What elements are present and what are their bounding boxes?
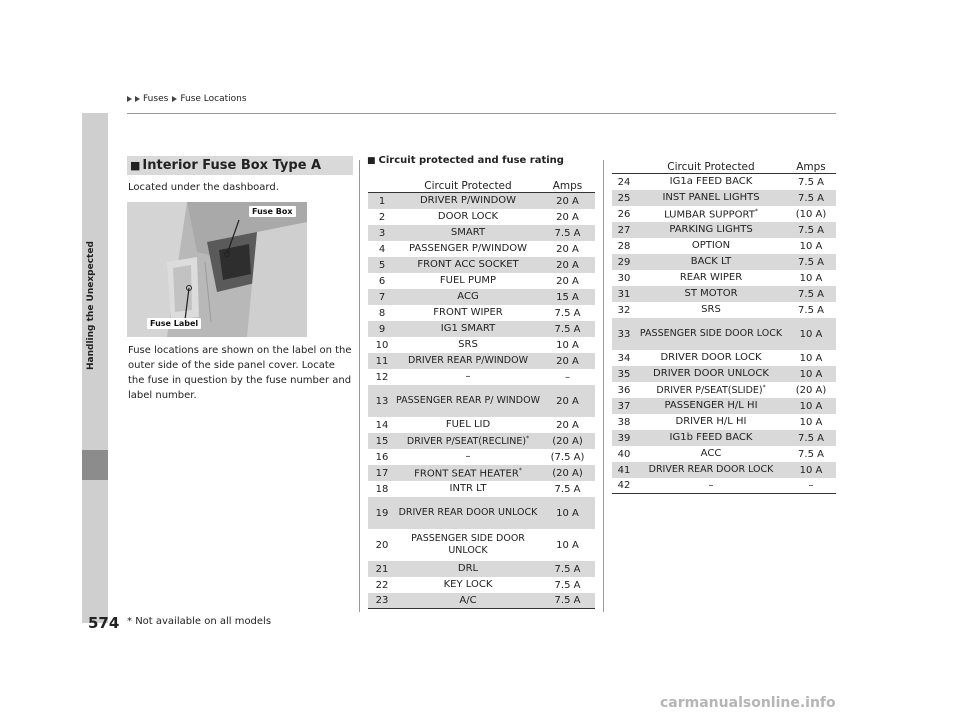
- circuit-name-text: DOOR LOCK: [437, 211, 499, 222]
- fuse-rating: (20 A): [795, 384, 827, 396]
- fuse-number: 21: [375, 563, 389, 575]
- dashboard-illustration: [127, 202, 307, 337]
- section-title: Interior Fuse Box Type A: [142, 158, 322, 173]
- footnote: [127, 616, 271, 627]
- fuse-number: 23: [375, 595, 389, 606]
- table-row: [368, 561, 595, 577]
- table-row: [612, 270, 836, 286]
- table-row: [612, 366, 836, 382]
- circuit-name: [396, 243, 540, 255]
- fuse-rating: 20 A: [556, 275, 579, 287]
- fuse-number: 1: [378, 195, 386, 207]
- circuit-name-text: PASSENGER H/L HI: [664, 400, 758, 411]
- fuse-rating: 7.5 A: [554, 579, 581, 591]
- table-row: [612, 254, 836, 270]
- fuse-number: 10: [375, 339, 389, 351]
- table-row: [612, 190, 836, 206]
- fuse-number: 5: [378, 259, 386, 271]
- footnote-text: Not available on all models: [135, 616, 272, 627]
- circuit-name-text: DRIVER REAR DOOR LOCK: [648, 464, 774, 475]
- fuse-rating: 7.5 A: [798, 304, 824, 316]
- fuse-rating: (20 A): [552, 435, 583, 447]
- circuit-name: [396, 579, 540, 591]
- header-divider: [127, 113, 836, 114]
- fuse-number: 6: [378, 275, 386, 287]
- table-row: [368, 225, 595, 241]
- table-row: [368, 577, 595, 593]
- circuit-name-text: FRONT ACC SOCKET: [417, 259, 519, 270]
- circuit-name-text: PASSENGER SIDE DOOR UNLOCK: [411, 533, 525, 556]
- fuse-rating: 7.5 A: [798, 432, 824, 444]
- table-header: [612, 157, 836, 174]
- chapter-label: Handling the Unexpected: [86, 241, 96, 370]
- circuit-name-text: –: [708, 479, 714, 491]
- fuse-rating: 7.5 A: [798, 224, 824, 236]
- table-body: [612, 174, 836, 494]
- fuse-number: 30: [617, 272, 631, 284]
- table-row: [368, 385, 595, 417]
- fuse-number: 8: [378, 307, 386, 319]
- fuse-number: 38: [617, 416, 631, 428]
- circuit-name: [636, 432, 786, 444]
- circuit-name-text: ST MOTOR: [684, 288, 738, 299]
- fuse-rating: 7.5 A: [798, 448, 824, 460]
- circuit-name-text: LUMBAR SUPPORT: [664, 209, 755, 221]
- fuse-rating: 10 A: [556, 339, 579, 351]
- circuit-name: [396, 533, 540, 557]
- fuse-rating: –: [808, 480, 814, 491]
- table-row: [368, 465, 595, 481]
- circuit-name: [636, 448, 786, 460]
- circuit-name-text: FRONT WIPER: [433, 307, 503, 318]
- circuit-name: [636, 224, 786, 236]
- circuit-name: [636, 368, 786, 380]
- fuse-rating: 10 A: [799, 368, 823, 380]
- circuit-name: [396, 595, 540, 607]
- instructions-text: Fuse locations are shown on the label on the outer side of the side panel cover. Locate the fuse in question by the fuse number and label number.: [128, 345, 352, 401]
- fuse-rating: 10 A: [556, 539, 579, 551]
- fuse-rating: 7.5 A: [554, 323, 581, 335]
- circuit-name-text: KEY LOCK: [443, 579, 493, 590]
- circuit-name-text: PASSENGER P/WINDOW: [408, 243, 528, 254]
- table-row: [368, 433, 595, 449]
- fuse-rating: 20 A: [556, 355, 579, 367]
- circuit-name-text: DRIVER P/WINDOW: [419, 195, 517, 206]
- circuit-name-text: INTR LT: [449, 483, 487, 494]
- column-amps: Amps: [796, 161, 826, 173]
- fuse-number: 42: [617, 480, 631, 491]
- footnote-marker: *: [754, 208, 758, 216]
- circuit-name: [396, 507, 540, 519]
- table-row: [612, 350, 836, 366]
- circuit-name-text: PASSENGER REAR P/ WINDOW: [396, 395, 540, 406]
- circuit-name: [396, 227, 540, 239]
- circuit-name: [636, 416, 786, 428]
- fuse-number: 3: [378, 227, 386, 239]
- table-row: [368, 449, 595, 465]
- triangle-right-icon: [135, 96, 140, 102]
- circuit-name: [396, 259, 540, 271]
- column-amps: Amps: [552, 180, 583, 192]
- circuit-name: [396, 395, 540, 407]
- fuse-rating: 10 A: [799, 464, 823, 476]
- table-row: [368, 353, 595, 369]
- circuit-name: [396, 563, 540, 575]
- table-row: [612, 446, 836, 462]
- fuse-rating: (7.5 A): [550, 451, 585, 463]
- table-body: [368, 193, 595, 609]
- fuse-number: 11: [375, 355, 389, 367]
- table-title: [367, 155, 564, 166]
- location-text: Located under the dashboard.: [128, 182, 279, 193]
- circuit-name: [636, 304, 786, 316]
- table-row: [368, 241, 595, 257]
- table-row: [612, 414, 836, 430]
- circuit-name: [396, 419, 540, 431]
- circuit-name-text: DRIVER DOOR UNLOCK: [653, 368, 769, 379]
- fuse-rating: 20 A: [556, 195, 579, 207]
- circuit-name: [636, 352, 786, 364]
- fuse-number: 9: [378, 323, 386, 335]
- fuse-rating: 7.5 A: [798, 256, 824, 268]
- circuit-name-text: IG1a FEED BACK: [669, 176, 753, 187]
- fuse-number: 33: [617, 328, 631, 340]
- fuse-number: 24: [617, 176, 631, 188]
- fuse-rating: (10 A): [795, 208, 827, 220]
- fuse-number: 36: [617, 384, 631, 396]
- fuse-box-callout: Fuse Box: [249, 206, 296, 217]
- page-number: 574: [88, 614, 120, 632]
- fuse-number: 18: [375, 483, 389, 495]
- fuse-rating: 20 A: [556, 419, 579, 431]
- fuse-number: 27: [617, 224, 631, 236]
- circuit-name: [636, 328, 786, 340]
- fuse-rating: 15 A: [556, 291, 579, 303]
- fuse-rating: 10 A: [799, 272, 823, 284]
- table-row: [612, 222, 836, 238]
- table-title-text: Circuit protected and fuse rating: [378, 155, 564, 166]
- fuse-rating: 10 A: [799, 240, 823, 252]
- circuit-name: [636, 192, 786, 204]
- fuse-rating: 7.5 A: [798, 176, 824, 188]
- fuse-table-2: [612, 157, 836, 494]
- table-row: [368, 337, 595, 353]
- table-row: [368, 529, 595, 561]
- circuit-name-text: SMART: [450, 227, 486, 238]
- fuse-number: 22: [375, 579, 389, 591]
- circuit-name-text: PARKING LIGHTS: [669, 224, 753, 235]
- footnote-asterisk: *: [127, 616, 132, 627]
- circuit-name-text: REAR WIPER: [679, 272, 743, 283]
- chapter-tab-marker: [82, 450, 108, 480]
- column-circuit-protected: Circuit Protected: [424, 180, 512, 192]
- fuse-number: 25: [617, 192, 631, 204]
- fuse-number: 4: [378, 243, 386, 255]
- column-divider: [359, 160, 360, 612]
- table-row: [612, 238, 836, 254]
- fuse-rating: 10 A: [799, 400, 823, 412]
- fuse-rating: 7.5 A: [554, 227, 581, 239]
- circuit-name: [396, 371, 540, 383]
- fuse-rating: 20 A: [556, 395, 579, 407]
- footnote-marker: *: [526, 435, 530, 443]
- table-row: [612, 206, 836, 222]
- fuse-number: 14: [375, 419, 389, 431]
- circuit-name: [396, 195, 540, 207]
- circuit-name: [396, 465, 540, 480]
- fuse-rating: (20 A): [552, 467, 583, 479]
- table-row: [612, 286, 836, 302]
- circuit-name-text: OPTION: [691, 240, 731, 251]
- fuse-number: 28: [617, 240, 631, 252]
- square-bullet-icon: ■: [130, 159, 141, 172]
- fuse-rating: 7.5 A: [798, 192, 824, 204]
- triangle-right-icon: [172, 96, 177, 102]
- table-row: [612, 302, 836, 318]
- fuse-rating: 10 A: [799, 352, 823, 364]
- fuse-rating: 7.5 A: [554, 483, 581, 495]
- fuse-number: 19: [375, 507, 389, 519]
- fuse-number: 17: [375, 467, 389, 479]
- circuit-name: [396, 291, 540, 303]
- table-row: [612, 478, 836, 494]
- table-row: [368, 417, 595, 433]
- fuse-rating: 20 A: [556, 259, 579, 271]
- circuit-name-text: DRIVER P/SEAT(SLIDE): [656, 385, 763, 397]
- circuit-name-text: FUEL LID: [445, 419, 491, 430]
- table-row: [368, 209, 595, 225]
- fuse-number: 7: [378, 291, 386, 303]
- circuit-name: [636, 176, 786, 188]
- fuse-number: 40: [617, 448, 631, 460]
- table-row: [612, 398, 836, 414]
- circuit-name: [396, 483, 540, 495]
- fuse-number: 32: [617, 304, 631, 316]
- circuit-name-text: DRIVER DOOR LOCK: [660, 352, 762, 363]
- circuit-name: [636, 464, 786, 476]
- fuse-number: 34: [617, 352, 631, 364]
- fuse-rating: –: [565, 371, 570, 383]
- fuse-rating: 10 A: [799, 416, 823, 428]
- circuit-name-text: FRONT SEAT HEATER: [414, 468, 519, 480]
- breadcrumb-fuses[interactable]: Fuses: [143, 94, 169, 104]
- fuse-rating: 20 A: [556, 211, 579, 223]
- table-row: [368, 497, 595, 529]
- fuse-number: 31: [617, 288, 631, 300]
- circuit-name: [636, 272, 786, 284]
- circuit-name: [396, 275, 540, 287]
- circuit-name-text: INST PANEL LIGHTS: [662, 192, 760, 203]
- breadcrumb: [127, 94, 247, 104]
- circuit-name: [636, 480, 786, 492]
- column-divider: [603, 160, 604, 612]
- table-row: [612, 462, 836, 478]
- circuit-name: [396, 323, 540, 335]
- table-row: [368, 289, 595, 305]
- circuit-name-text: DRIVER H/L HI: [675, 416, 747, 427]
- fuse-number: 20: [375, 539, 389, 551]
- table-row: [368, 305, 595, 321]
- fuse-rating: 10 A: [556, 507, 579, 519]
- fuse-rating: 20 A: [556, 243, 579, 255]
- circuit-name-text: SRS: [458, 339, 478, 350]
- fuse-number: 37: [617, 400, 631, 412]
- table-row: [368, 481, 595, 497]
- circuit-name: [636, 400, 786, 412]
- table-row: [368, 321, 595, 337]
- table-row: [368, 273, 595, 289]
- table-row: [612, 174, 836, 190]
- circuit-name: [396, 451, 540, 463]
- circuit-name-text: DRIVER REAR P/WINDOW: [408, 355, 528, 366]
- square-bullet-icon: ■: [367, 156, 376, 166]
- table-row: [368, 593, 595, 609]
- fuse-rating: 10 A: [799, 328, 823, 340]
- fuse-number: 39: [617, 432, 631, 444]
- fuse-number: 15: [375, 435, 389, 447]
- circuit-name: [396, 339, 540, 351]
- footnote-marker: *: [762, 384, 766, 392]
- circuit-name: [636, 382, 786, 397]
- fuse-rating: 7.5 A: [554, 307, 581, 319]
- circuit-name-text: A/C: [459, 594, 477, 606]
- circuit-name-text: BACK LT: [690, 256, 732, 267]
- circuit-name: [636, 288, 786, 300]
- fuse-number: 29: [617, 256, 631, 268]
- circuit-name: [636, 256, 786, 268]
- circuit-name: [396, 307, 540, 319]
- section-heading: [127, 156, 353, 175]
- circuit-name-text: ACG: [457, 291, 479, 302]
- watermark: carmanualsonline.info: [660, 695, 836, 711]
- circuit-name-text: FUEL PUMP: [439, 275, 497, 286]
- column-circuit-protected: Circuit Protected: [667, 161, 755, 173]
- fuse-rating: 7.5 A: [554, 563, 581, 575]
- fuse-number: 35: [617, 368, 631, 380]
- circuit-name-text: SRS: [701, 304, 721, 315]
- circuit-name: [636, 240, 786, 252]
- circuit-name: [396, 211, 540, 223]
- table-row: [612, 382, 836, 398]
- circuit-name-text: IG1 SMART: [440, 323, 496, 334]
- circuit-name-text: IG1b FEED BACK: [669, 432, 753, 443]
- fuse-number: 41: [617, 464, 631, 476]
- fuse-number: 13: [375, 395, 389, 407]
- table-row: [368, 193, 595, 209]
- fuse-number: 12: [375, 371, 389, 383]
- breadcrumb-fuse-locations[interactable]: Fuse Locations: [180, 94, 247, 104]
- circuit-name: [396, 433, 540, 448]
- table-row: [612, 430, 836, 446]
- circuit-name-text: PASSENGER SIDE DOOR LOCK: [639, 328, 783, 339]
- fuse-number: 16: [375, 451, 389, 463]
- circuit-name-text: DRL: [457, 563, 479, 574]
- table-header: [368, 176, 595, 193]
- table-row: [612, 318, 836, 350]
- footnote-marker: *: [518, 467, 522, 475]
- fuse-rating: 7.5 A: [554, 595, 581, 606]
- fuse-number: 26: [617, 208, 631, 220]
- fuse-table-1: [368, 176, 595, 609]
- circuit-name-text: DRIVER P/SEAT(RECLINE): [406, 436, 527, 448]
- fuse-label-callout: Fuse Label: [147, 318, 201, 329]
- circuit-name-text: ACC: [700, 448, 722, 459]
- circuit-name-text: –: [465, 371, 471, 382]
- table-row: [368, 257, 595, 273]
- circuit-name: [636, 206, 786, 221]
- fuse-rating: 7.5 A: [798, 288, 824, 300]
- table-row: [368, 369, 595, 385]
- triangle-right-icon: [127, 96, 132, 102]
- fuse-box-photo: [127, 202, 307, 337]
- circuit-name: [396, 355, 540, 367]
- circuit-name-text: DRIVER REAR DOOR UNLOCK: [398, 507, 538, 518]
- circuit-name-text: –: [465, 451, 471, 462]
- fuse-number: 2: [378, 211, 386, 223]
